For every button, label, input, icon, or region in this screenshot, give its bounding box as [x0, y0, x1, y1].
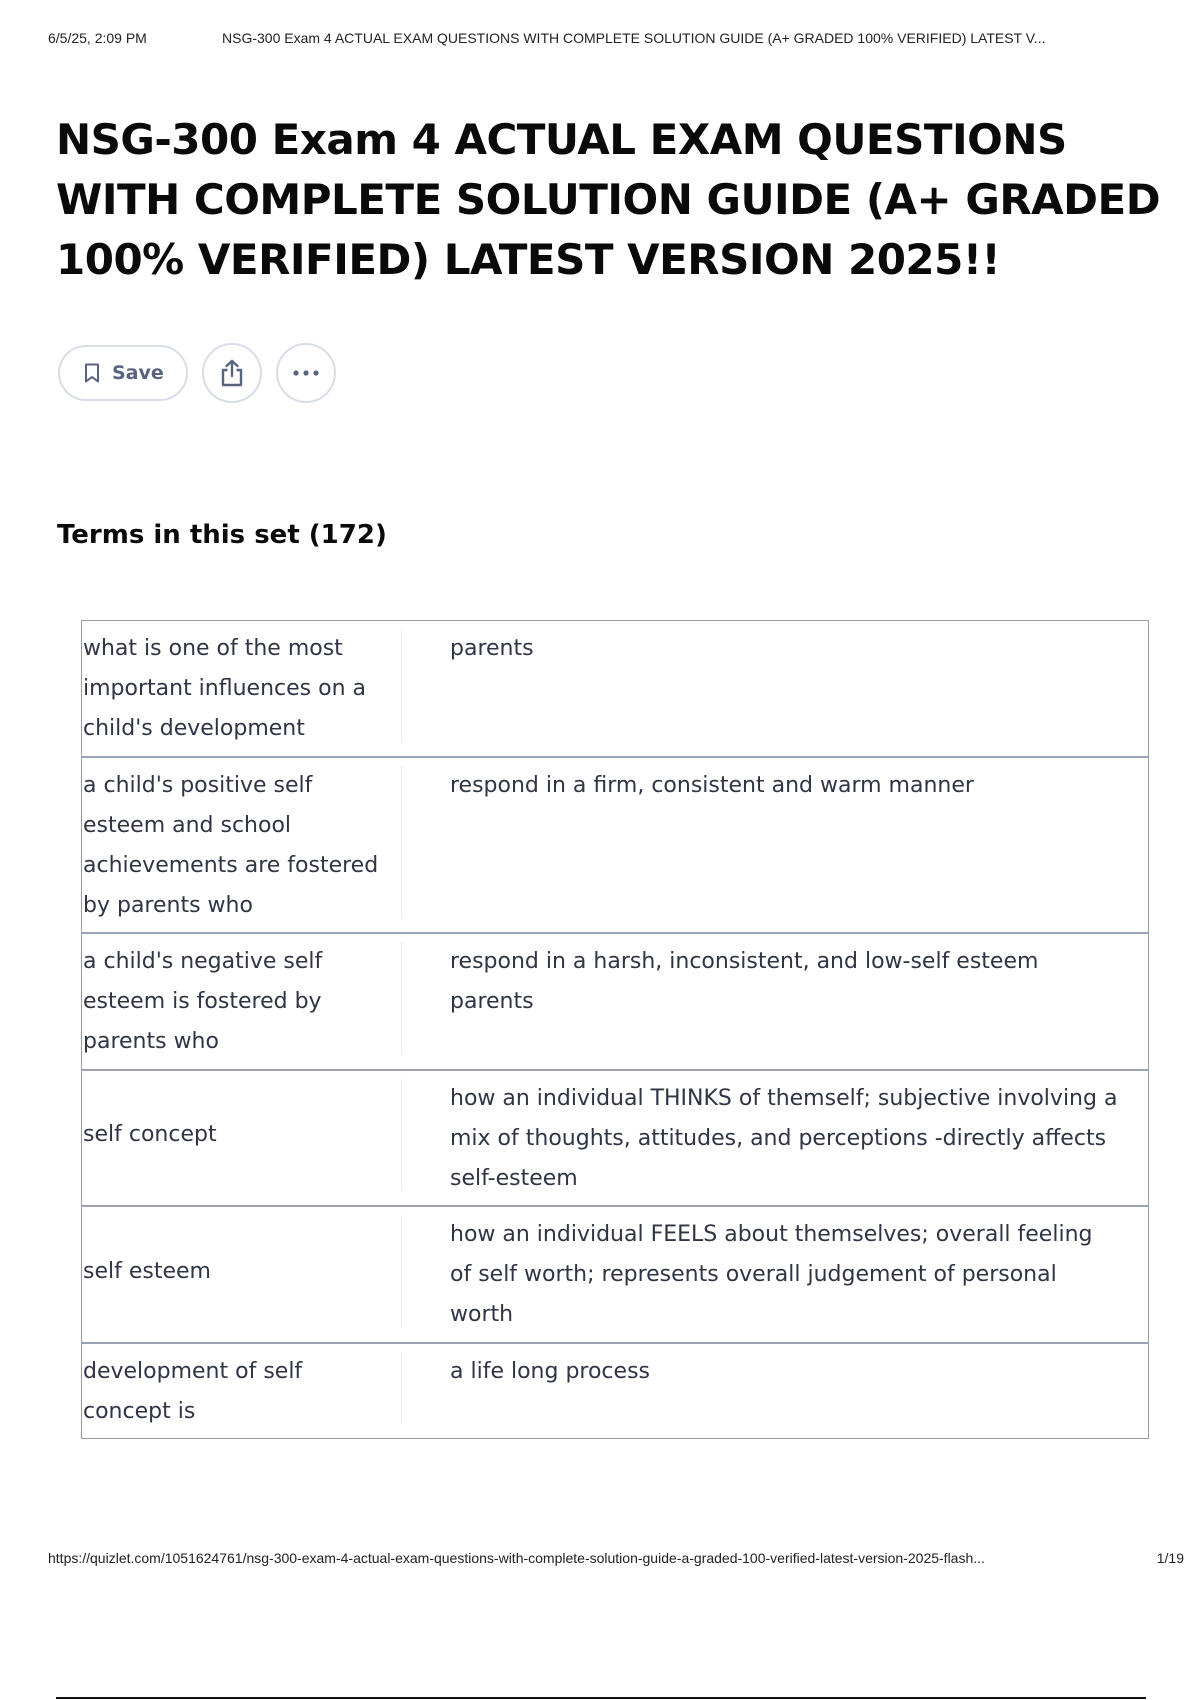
- definition-text: how an individual FEELS about themselves; overall feeling of self worth; represents overall judgement of personal worth: [450, 1222, 1093, 1327]
- terms-heading: Terms in this set (172): [57, 520, 387, 550]
- term-text: a child's negative self esteem is fostered by parents who: [82, 942, 402, 1055]
- page-indicator: 1/19: [1156, 1550, 1184, 1566]
- definition-text: a life long process: [450, 1359, 650, 1384]
- term-row: [82, 1205, 1148, 1342]
- definition-text: respond in a firm, consistent and warm manner: [450, 773, 974, 798]
- term-row: [82, 1342, 1148, 1438]
- term-text: a child's positive self esteem and school achievements are fostered by parents who: [82, 766, 402, 918]
- more-options-button[interactable]: [276, 343, 336, 403]
- share-button[interactable]: [202, 343, 262, 403]
- print-footer: [48, 1550, 1184, 1570]
- term-text: self esteem: [82, 1215, 402, 1328]
- term-row: [82, 932, 1148, 1069]
- save-button-label: Save: [112, 362, 164, 384]
- term-text: self concept: [82, 1079, 402, 1191]
- bookmark-icon: [84, 363, 100, 383]
- definition-text: parents: [450, 636, 534, 661]
- print-url: https://quizlet.com/1051624761/nsg-300-exam-4-actual-exam-questions-with-complete-solution-guide-a-graded-100-verified-latest-version-2025-flash...: [48, 1550, 985, 1566]
- term-row: [82, 756, 1148, 932]
- definition-text: respond in a harsh, inconsistent, and low-self esteem parents: [450, 949, 1039, 1014]
- more-icon: [292, 369, 320, 377]
- term-text: development of self concept is: [82, 1352, 402, 1424]
- print-datetime: 6/5/25, 2:09 PM: [48, 30, 147, 46]
- share-icon: [219, 359, 245, 387]
- term-text: what is one of the most important influences on a child's development: [82, 629, 402, 742]
- terms-table: [81, 620, 1149, 1439]
- term-row: [82, 621, 1148, 756]
- term-row: [82, 1069, 1148, 1205]
- print-header: [48, 30, 1178, 50]
- definition-text: how an individual THINKS of themself; subjective involving a mix of thoughts, attitudes, and perceptions -directly affects self-esteem: [450, 1086, 1118, 1191]
- divider: [56, 1697, 1146, 1699]
- print-doc-title: NSG-300 Exam 4 ACTUAL EXAM QUESTIONS WITH COMPLETE SOLUTION GUIDE (A+ GRADED 100% VERIFIED) LATEST V...: [222, 30, 1046, 46]
- action-bar: [58, 343, 336, 403]
- page-title: NSG-300 Exam 4 ACTUAL EXAM QUESTIONS WITH COMPLETE SOLUTION GUIDE (A+ GRADED 100% VERIFIED) LATEST VERSION 2025!!: [56, 115, 1161, 284]
- save-button[interactable]: [58, 345, 188, 401]
